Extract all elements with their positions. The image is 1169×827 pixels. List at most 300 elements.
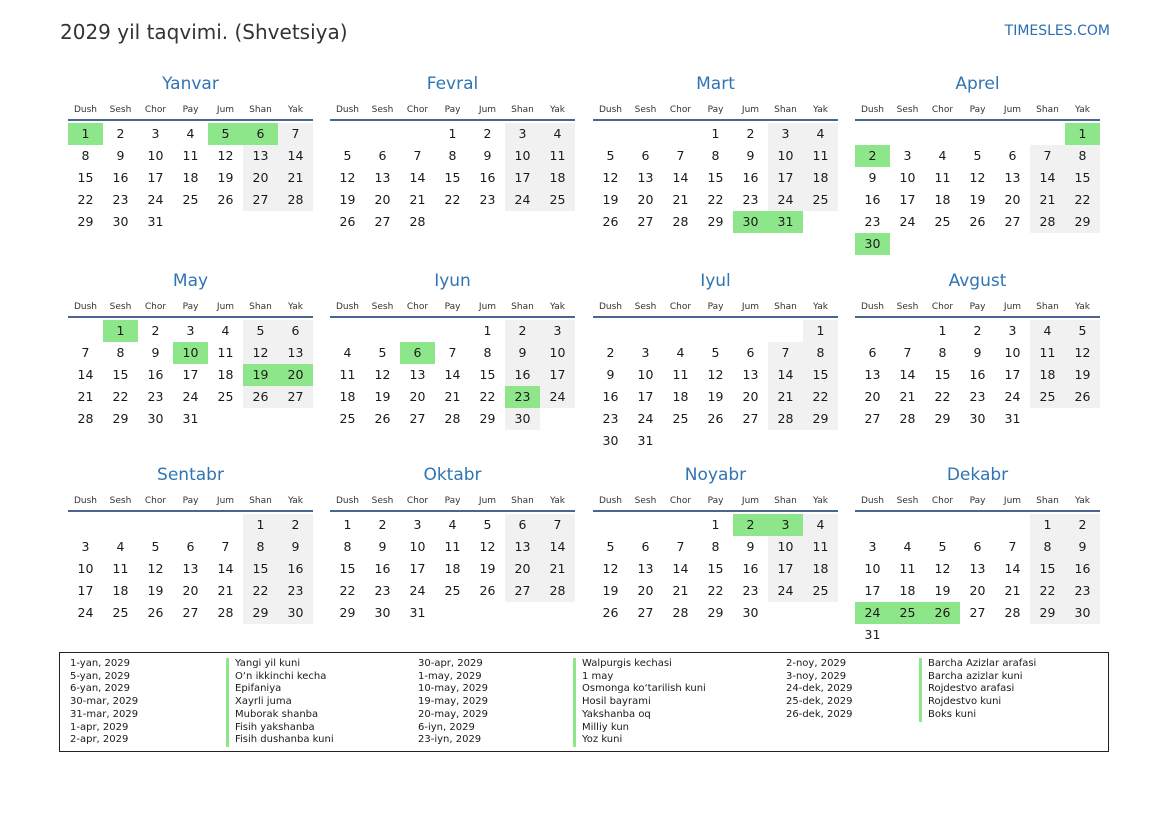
day-cell: 7 (676, 539, 685, 554)
month-iyun (330, 272, 575, 430)
weekday-header (68, 101, 313, 121)
month-title: Avgust (948, 271, 1007, 291)
empty-cell (628, 123, 663, 145)
weekday-header (330, 492, 575, 512)
day-cell: 18 (444, 561, 461, 576)
month-may (68, 272, 313, 430)
weekday-label: Shan (249, 302, 272, 312)
day-cell: 6 (973, 539, 982, 554)
empty-cell (68, 320, 103, 342)
day-cell: 6 (186, 539, 195, 554)
weekday-label: Jum (1003, 105, 1022, 115)
day-cell: 27 (864, 411, 881, 426)
day-cell: 31 (409, 605, 426, 620)
weekday-label: Dush (598, 496, 623, 506)
day-cell: 5 (938, 539, 947, 554)
day-cell: 27 (742, 411, 759, 426)
day-grid (68, 514, 313, 624)
day-cell: 12 (374, 367, 391, 382)
legend-date: 10-may, 2029 (418, 683, 488, 695)
day-cell: 14 (540, 536, 575, 558)
empty-cell (593, 514, 628, 536)
month-aprel (855, 75, 1100, 255)
holiday-legend (59, 652, 1109, 752)
weekday-label: Pay (969, 302, 986, 312)
empty-cell (593, 123, 628, 145)
day-cell: 28 (77, 411, 94, 426)
weekday-label: Chor (406, 105, 429, 115)
empty-cell (890, 123, 925, 145)
day-grid (593, 514, 838, 624)
day-cell: 23 (742, 192, 759, 207)
empty-cell (435, 320, 470, 342)
day-cell: 16 (1065, 558, 1100, 580)
day-cell: 11 (899, 561, 916, 576)
holiday-day-cell: 30 (733, 211, 768, 233)
day-cell: 4 (803, 514, 838, 536)
day-cell: 9 (483, 148, 492, 163)
empty-cell (173, 514, 208, 536)
day-cell: 10 (899, 170, 916, 185)
day-cell: 25 (1030, 386, 1065, 408)
day-cell: 28 (278, 189, 313, 211)
day-cell: 13 (505, 536, 540, 558)
legend-date: 1-may, 2029 (418, 670, 482, 682)
day-cell: 6 (746, 345, 755, 360)
day-cell: 17 (147, 170, 164, 185)
day-cell: 25 (934, 214, 951, 229)
day-cell: 12 (147, 561, 164, 576)
weekday-header (330, 101, 575, 121)
day-cell: 17 (540, 364, 575, 386)
day-cell: 21 (77, 389, 94, 404)
day-cell: 8 (243, 536, 278, 558)
day-cell: 22 (77, 192, 94, 207)
day-cell: 8 (483, 345, 492, 360)
day-cell: 5 (711, 345, 720, 360)
day-cell: 24 (1004, 389, 1021, 404)
day-cell: 6 (641, 539, 650, 554)
day-cell: 12 (339, 170, 356, 185)
day-cell: 20 (742, 389, 759, 404)
weekday-label: Pay (969, 105, 986, 115)
day-cell: 30 (147, 411, 164, 426)
day-cell: 2 (1065, 514, 1100, 536)
weekday-label: Chor (669, 496, 692, 506)
day-cell: 18 (112, 583, 129, 598)
day-cell: 12 (969, 170, 986, 185)
weekday-label: Jum (1003, 496, 1022, 506)
day-cell: 7 (540, 514, 575, 536)
empty-cell (365, 123, 400, 145)
day-cell: 19 (147, 583, 164, 598)
day-cell: 6 (1008, 148, 1017, 163)
day-cell: 7 (676, 148, 685, 163)
day-cell: 24 (540, 386, 575, 408)
weekday-label: Chor (931, 302, 954, 312)
day-cell: 30 (969, 411, 986, 426)
holiday-day-cell: 3 (768, 514, 803, 536)
day-cell: 20 (637, 583, 654, 598)
day-cell: 9 (606, 367, 615, 382)
day-grid (855, 123, 1100, 255)
day-cell: 26 (707, 411, 724, 426)
empty-cell (1030, 123, 1065, 145)
month-fevral (330, 75, 575, 233)
weekday-label: Yak (288, 302, 303, 312)
day-cell: 15 (934, 367, 951, 382)
day-cell: 16 (479, 170, 496, 185)
day-cell: 28 (444, 411, 461, 426)
day-cell: 22 (444, 192, 461, 207)
day-cell: 9 (973, 345, 982, 360)
day-cell: 22 (479, 389, 496, 404)
day-cell: 27 (182, 605, 199, 620)
day-cell: 19 (969, 192, 986, 207)
day-cell: 27 (969, 605, 986, 620)
day-cell: 26 (147, 605, 164, 620)
day-cell: 15 (339, 561, 356, 576)
weekday-label: Jum (478, 105, 497, 115)
month-title: Noyabr (684, 465, 747, 485)
weekday-label: Dush (335, 105, 360, 115)
day-cell: 25 (339, 411, 356, 426)
day-cell: 4 (1030, 320, 1065, 342)
day-cell: 15 (479, 367, 496, 382)
empty-cell (698, 320, 733, 342)
day-cell: 18 (1030, 364, 1065, 386)
day-cell: 9 (278, 536, 313, 558)
empty-cell (855, 514, 890, 536)
day-cell: 30 (505, 408, 540, 430)
day-cell: 15 (77, 170, 94, 185)
day-cell: 24 (182, 389, 199, 404)
day-cell: 25 (803, 189, 838, 211)
holiday-day-cell: 6 (400, 342, 435, 364)
weekday-label: Yak (813, 302, 828, 312)
day-cell: 29 (479, 411, 496, 426)
day-cell: 23 (479, 192, 496, 207)
site-link[interactable]: TIMESLES.COM (1004, 23, 1110, 39)
day-cell: 25 (540, 189, 575, 211)
weekday-header (330, 298, 575, 318)
day-cell: 13 (637, 170, 654, 185)
holiday-day-cell: 24 (855, 602, 890, 624)
day-cell: 15 (707, 170, 724, 185)
day-cell: 5 (483, 517, 492, 532)
weekday-label: Pay (707, 105, 724, 115)
legend-holiday-name: O‘n ikkinchi kecha (226, 671, 334, 684)
legend-holiday-name: Rojdestvo arafasi (919, 683, 1036, 696)
day-cell: 29 (934, 411, 951, 426)
weekday-header (855, 101, 1100, 121)
weekday-label: Chor (931, 105, 954, 115)
day-cell: 3 (151, 126, 160, 141)
day-cell: 14 (1030, 167, 1065, 189)
weekday-header (855, 492, 1100, 512)
weekday-label: Yak (813, 496, 828, 506)
day-cell: 17 (899, 192, 916, 207)
day-cell: 11 (217, 345, 234, 360)
day-cell: 14 (672, 170, 689, 185)
legend-date: 19-may, 2029 (418, 696, 488, 708)
day-cell: 2 (505, 320, 540, 342)
day-cell: 14 (672, 561, 689, 576)
day-cell: 14 (899, 367, 916, 382)
day-cell: 26 (243, 386, 278, 408)
holiday-day-cell: 25 (890, 602, 925, 624)
day-cell: 3 (413, 517, 422, 532)
day-cell: 19 (374, 389, 391, 404)
legend-date: 2-apr, 2029 (70, 734, 129, 746)
weekday-label: Shan (774, 105, 797, 115)
legend-date: 6-iyn, 2029 (418, 721, 475, 733)
day-cell: 10 (1004, 345, 1021, 360)
day-cell: 27 (637, 214, 654, 229)
day-cell: 12 (1065, 342, 1100, 364)
day-cell: 22 (707, 583, 724, 598)
empty-cell (330, 320, 365, 342)
empty-cell (960, 123, 995, 145)
weekday-label: Pay (444, 302, 461, 312)
day-cell: 9 (505, 342, 540, 364)
weekday-header (593, 298, 838, 318)
day-cell: 31 (182, 411, 199, 426)
day-cell: 30 (1065, 602, 1100, 624)
day-cell: 13 (278, 342, 313, 364)
weekday-label: Yak (1075, 302, 1090, 312)
day-cell: 29 (243, 602, 278, 624)
holiday-day-cell: 31 (768, 211, 803, 233)
month-title: Dekabr (946, 465, 1009, 485)
day-cell: 26 (1065, 386, 1100, 408)
day-cell: 31 (147, 214, 164, 229)
day-cell: 1 (243, 514, 278, 536)
legend-holiday-name: Hosil bayrami (573, 696, 706, 709)
day-grid (855, 514, 1100, 646)
day-cell: 24 (409, 583, 426, 598)
day-grid (330, 514, 575, 624)
empty-cell (628, 320, 663, 342)
weekday-label: Dush (73, 302, 98, 312)
day-cell: 19 (1065, 364, 1100, 386)
day-cell: 8 (711, 539, 720, 554)
weekday-label: Pay (969, 496, 986, 506)
day-cell: 26 (217, 192, 234, 207)
day-cell: 27 (409, 411, 426, 426)
weekday-label: Pay (182, 105, 199, 115)
holiday-day-cell: 19 (243, 364, 278, 386)
day-cell: 7 (1030, 145, 1065, 167)
day-cell: 4 (803, 123, 838, 145)
day-cell: 21 (278, 167, 313, 189)
empty-cell (330, 123, 365, 145)
weekday-label: Pay (444, 496, 461, 506)
empty-cell (400, 320, 435, 342)
legend-date: 26-dek, 2029 (786, 708, 853, 720)
day-cell: 17 (1004, 367, 1021, 382)
day-grid (593, 320, 838, 452)
day-cell: 9 (1065, 536, 1100, 558)
day-cell: 24 (637, 411, 654, 426)
day-grid (855, 320, 1100, 430)
day-cell: 12 (707, 367, 724, 382)
day-cell: 19 (217, 170, 234, 185)
day-cell: 21 (672, 192, 689, 207)
day-cell: 17 (768, 167, 803, 189)
day-cell: 3 (505, 123, 540, 145)
month-title: Yanvar (162, 74, 219, 94)
legend-holiday-name: Yangi yil kuni (226, 658, 334, 671)
day-cell: 13 (374, 170, 391, 185)
day-cell: 17 (768, 558, 803, 580)
day-cell: 14 (768, 364, 803, 386)
day-cell: 18 (803, 558, 838, 580)
legend-date: 30-apr, 2029 (418, 658, 483, 669)
weekday-label: Pay (182, 496, 199, 506)
day-cell: 22 (707, 192, 724, 207)
weekday-label: Dush (598, 302, 623, 312)
legend-holiday-name: Osmonga ko‘tarilish kuni (573, 683, 706, 696)
month-dekabr (855, 466, 1100, 646)
day-cell: 26 (602, 605, 619, 620)
weekday-label: Sesh (896, 302, 919, 312)
weekday-label: Sesh (896, 105, 919, 115)
day-cell: 25 (112, 605, 129, 620)
day-cell: 12 (479, 539, 496, 554)
weekday-label: Shan (774, 496, 797, 506)
month-title: Aprel (955, 74, 1000, 94)
day-cell: 11 (182, 148, 199, 163)
day-cell: 15 (707, 561, 724, 576)
day-cell: 14 (278, 145, 313, 167)
day-cell: 3 (768, 123, 803, 145)
day-cell: 8 (938, 345, 947, 360)
legend-holiday-name: Barcha azizlar kuni (919, 671, 1036, 684)
day-cell: 15 (803, 364, 838, 386)
weekday-label: Yak (288, 496, 303, 506)
day-cell: 27 (637, 605, 654, 620)
weekday-label: Shan (249, 496, 272, 506)
day-cell: 13 (1004, 170, 1021, 185)
day-cell: 5 (973, 148, 982, 163)
weekday-label: Chor (406, 496, 429, 506)
day-cell: 30 (278, 602, 313, 624)
day-cell: 19 (339, 192, 356, 207)
weekday-label: Yak (813, 105, 828, 115)
day-cell: 23 (864, 214, 881, 229)
day-cell: 19 (934, 583, 951, 598)
day-cell: 8 (343, 539, 352, 554)
day-cell: 30 (374, 605, 391, 620)
day-cell: 13 (409, 367, 426, 382)
holiday-day-cell: 1 (1065, 123, 1100, 145)
day-cell: 24 (899, 214, 916, 229)
day-cell: 11 (803, 536, 838, 558)
empty-cell (103, 514, 138, 536)
month-title: Iyun (434, 271, 471, 291)
day-cell: 17 (182, 367, 199, 382)
weekday-label: Sesh (634, 496, 657, 506)
day-cell: 7 (1008, 539, 1017, 554)
day-cell: 16 (505, 364, 540, 386)
day-cell: 21 (768, 386, 803, 408)
weekday-label: Sesh (634, 105, 657, 115)
day-cell: 18 (540, 167, 575, 189)
legend-date: 2-noy, 2029 (786, 658, 847, 669)
day-cell: 6 (378, 148, 387, 163)
day-cell: 18 (217, 367, 234, 382)
holiday-day-cell: 23 (505, 386, 540, 408)
day-cell: 14 (77, 367, 94, 382)
legend-date: 5-yan, 2029 (70, 670, 130, 682)
day-cell: 3 (540, 320, 575, 342)
day-cell: 23 (742, 583, 759, 598)
weekday-label: Jum (216, 302, 235, 312)
day-cell: 18 (672, 389, 689, 404)
page-title: 2029 yil taqvimi. (Shvetsiya) (60, 20, 348, 44)
day-cell: 8 (116, 345, 125, 360)
day-cell: 24 (768, 580, 803, 602)
month-title: Iyul (700, 271, 731, 291)
day-cell: 20 (182, 583, 199, 598)
day-cell: 22 (243, 580, 278, 602)
day-cell: 18 (803, 167, 838, 189)
day-cell: 21 (409, 192, 426, 207)
legend-date: 25-dek, 2029 (786, 696, 853, 708)
empty-cell (663, 123, 698, 145)
legend-date: 1-yan, 2029 (70, 658, 130, 669)
day-cell: 31 (1004, 411, 1021, 426)
day-cell: 28 (1030, 211, 1065, 233)
day-cell: 20 (374, 192, 391, 207)
legend-holiday-name: 1 may (573, 671, 706, 684)
day-cell: 20 (505, 558, 540, 580)
month-yanvar (68, 75, 313, 233)
day-cell: 27 (1004, 214, 1021, 229)
day-cell: 16 (147, 367, 164, 382)
weekday-label: Shan (511, 496, 534, 506)
day-cell: 16 (374, 561, 391, 576)
month-title: Mart (696, 74, 735, 94)
day-cell: 24 (768, 189, 803, 211)
empty-cell (663, 320, 698, 342)
month-title: May (172, 271, 209, 291)
weekday-label: Jum (478, 496, 497, 506)
legend-holiday-name: Xayrli juma (226, 696, 334, 709)
day-cell: 3 (868, 539, 877, 554)
day-cell: 28 (540, 580, 575, 602)
day-cell: 4 (343, 345, 352, 360)
weekday-label: Yak (1075, 105, 1090, 115)
day-cell: 10 (409, 539, 426, 554)
day-cell: 5 (606, 539, 615, 554)
day-cell: 29 (339, 605, 356, 620)
legend-holiday-name: Yoz kuni (573, 734, 706, 747)
day-cell: 21 (1004, 583, 1021, 598)
weekday-label: Shan (1036, 302, 1059, 312)
weekday-label: Shan (774, 302, 797, 312)
day-cell: 16 (742, 561, 759, 576)
month-oktabr (330, 466, 575, 624)
empty-cell (855, 320, 890, 342)
empty-cell (593, 320, 628, 342)
day-cell: 18 (182, 170, 199, 185)
day-cell: 11 (112, 561, 129, 576)
day-cell: 1 (711, 517, 720, 532)
day-cell: 14 (1004, 561, 1021, 576)
day-cell: 13 (864, 367, 881, 382)
